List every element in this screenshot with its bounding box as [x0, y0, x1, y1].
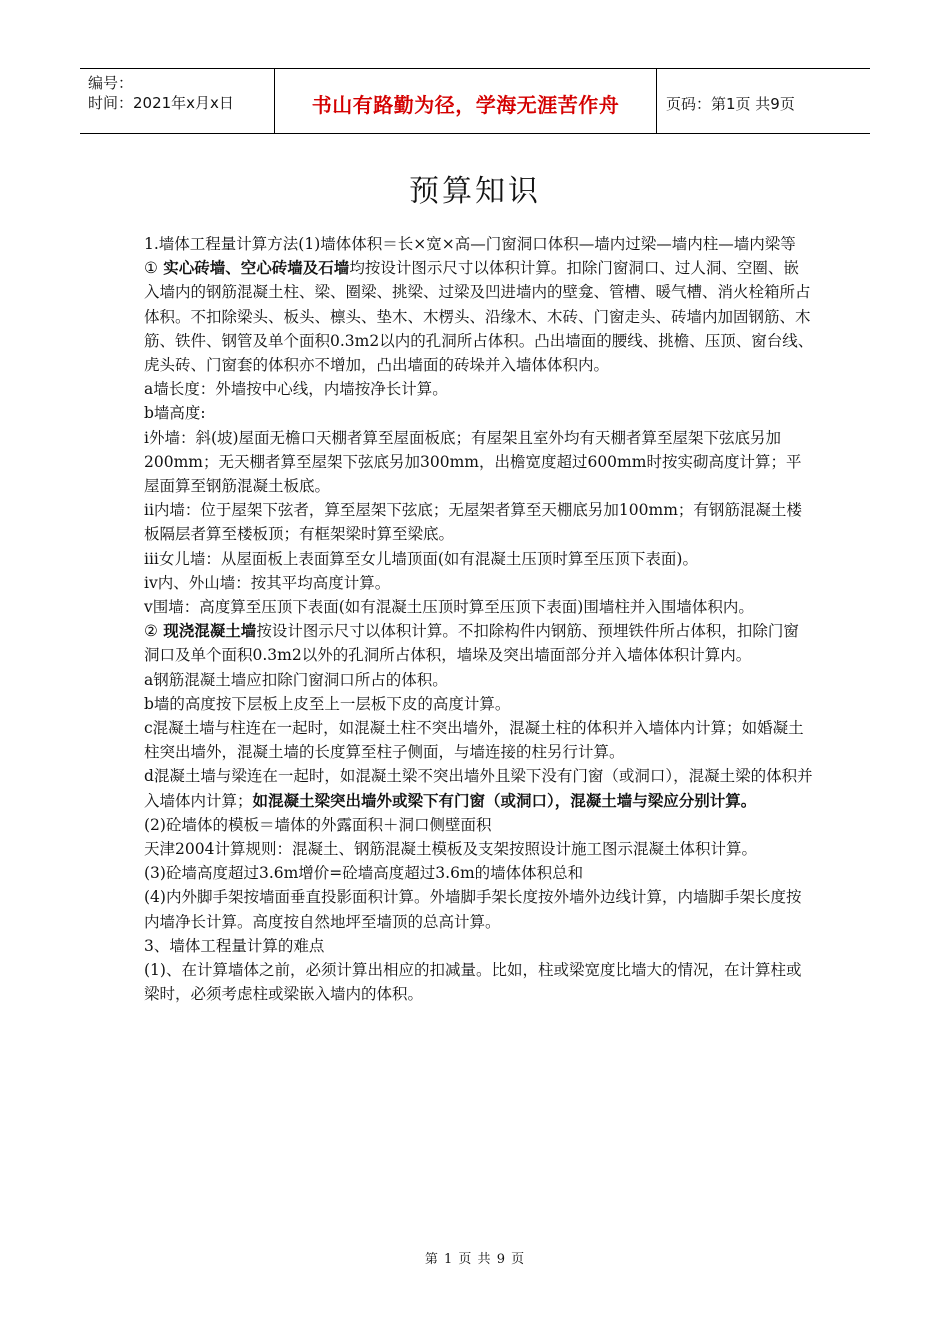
paragraph-text: c混凝土墙与柱连在一起时，如混凝土柱不突出墙外，混凝土柱的体积并入墙体内计算；如婚凝土柱突出墙外，混凝土墙的长度算至柱子侧面，与墙连接的柱另行计算。	[144, 719, 804, 762]
date-label: 时间：2021年x月x日	[88, 94, 234, 112]
paragraph	[144, 547, 814, 571]
paragraph-text: ii内墙：位于屋架下弦者，算至屋架下弦底；无屋架者算至天棚底另加100mm；有钢筋混凝土楼板隔层者算至楼板顶；有框架梁时算至梁底。	[144, 501, 802, 544]
paragraph	[144, 595, 814, 619]
paragraph	[144, 813, 814, 837]
paragraph	[144, 256, 814, 377]
paragraph	[144, 426, 814, 499]
header-left	[88, 73, 234, 113]
paragraph	[144, 692, 814, 716]
paragraph-text: ②	[144, 622, 158, 641]
paragraph-text: 按设计图示尺寸以体积计算。不扣除构件内钢筋、预埋铁件所占体积，扣除门窗洞口及单个面积0.3m2以外的孔洞所占体积，墙垛及突出墙面部分并入墙体体积计算内。	[144, 622, 799, 665]
paragraph-text: 3、墙体工程量计算的难点	[144, 936, 325, 955]
paragraph	[144, 837, 814, 861]
paragraph-text: v围墙：高度算至压顶下表面(如有混凝土压顶时算至压顶下表面)围墙柱并入围墙体积内。	[144, 598, 754, 617]
paragraph-text: (3)砼墙高度超过3.6m增价=砼墙高度超过3.6m的墙体体积总和	[144, 864, 584, 883]
paragraph-text: 均按设计图示尺寸以体积计算。扣除门窗洞口、过人洞、空圈、嵌入墙内的钢筋混凝土柱、梁、圈梁、挑梁、过梁及凹进墙内的壁龛、管槽、暖气槽、消火栓箱所占体积。不扣除梁头、板头、檩头、垫木、木楞头、沿缘木、木砖、门窗走头、砖墙内加固钢筋、木筋、铁件、钢管及单个面积0.3m2以内的孔洞所占体积。凸出墙面的腰线、挑檐、压顶、窗台线、虎头砖、门窗套的体积亦不增加，凸出墙面的砖垛并入墙体体积内。	[144, 259, 814, 375]
header-motto: 书山有路勤为径，学海无涯苦作舟	[311, 93, 620, 117]
paragraph	[144, 885, 814, 933]
paragraph	[144, 668, 814, 692]
bold-text: 现浇混凝土墙	[157, 621, 257, 641]
paragraph	[144, 571, 814, 595]
page-footer: 第 1 页 共 9 页	[424, 1252, 526, 1267]
document-body	[144, 232, 814, 1007]
paragraph-text: i外墙：斜(坡)屋面无檐口天棚者算至屋面板底；有屋架且室外均有天棚者算至屋架下弦底另加200mm；无天棚者算至屋架下弦底另加300mm，出檐宽度超过600mm时按实砌高度计算；平屋面算至钢筋混凝土板底。	[144, 428, 802, 496]
paragraph	[144, 619, 814, 667]
paragraph-text: b墙高度:	[144, 404, 206, 423]
paragraph	[144, 377, 814, 401]
paragraph	[144, 958, 814, 1006]
paragraph-text: ①	[144, 259, 158, 278]
paragraph	[144, 716, 814, 764]
bold-text: 实心砖墙、空心砖墙及石墙	[157, 258, 350, 278]
page-header	[80, 68, 870, 134]
header-divider	[656, 69, 657, 133]
serial-label: 编号：	[88, 74, 134, 92]
paragraph-text: iv内、外山墙：按其平均高度计算。	[144, 573, 391, 592]
paragraph-text: (1)、在计算墙体之前，必须计算出相应的扣减量。比如，柱或梁宽度比墙大的情况，在计算柱或梁时，必须考虑柱或梁嵌入墙内的体积。	[144, 961, 802, 1004]
paragraph-text: (4)内外脚手架按墙面垂直投影面积计算。外墙脚手架长度按外墙外边线计算，内墙脚手架长度按内墙净长计算。高度按自然地坪至墙顶的总高计算。	[144, 888, 802, 931]
paragraph	[144, 764, 814, 812]
bold-text: 如混凝土梁突出墙外或梁下有门窗（或洞口），混凝土墙与梁应分别计算。	[252, 790, 757, 810]
paragraph	[144, 934, 814, 958]
paragraph-text: a钢筋混凝土墙应扣除门窗洞口所占的体积。	[144, 670, 448, 689]
paragraph	[144, 498, 814, 546]
paragraph-text: d混凝土墙与梁连在一起时，如混凝土梁不突出墙外且梁下没有门窗（或洞口），混凝土梁的体积并入墙体内计算；	[144, 767, 813, 810]
header-page-info: 页码：第1页 共9页	[666, 95, 795, 113]
paragraph-text: (2)砼墙体的模板＝墙体的外露面积＋洞口侧壁面积	[144, 815, 492, 834]
paragraph	[144, 861, 814, 885]
paragraph	[144, 401, 814, 425]
paragraph-text: 1.墙体工程量计算方法(1)墙体体积＝长×宽×高—门窗洞口体积—墙内过梁—墙内柱—墙内梁等	[144, 235, 796, 253]
paragraph-text: 天津2004计算规则：混凝土、钢筋混凝土模板及支架按照设计施工图示混凝土体积计算。	[144, 840, 757, 859]
document-title: 预算知识	[409, 174, 541, 209]
paragraph-text: a墙长度：外墙按中心线，内墙按净长计算。	[144, 380, 448, 399]
paragraph-text: iii女儿墙：从屋面板上表面算至女儿墙顶面(如有混凝土压顶时算至压顶下表面)。	[144, 549, 698, 568]
paragraph-text: b墙的高度按下层板上皮至上一层板下皮的高度计算。	[144, 694, 511, 713]
paragraph	[144, 232, 814, 256]
